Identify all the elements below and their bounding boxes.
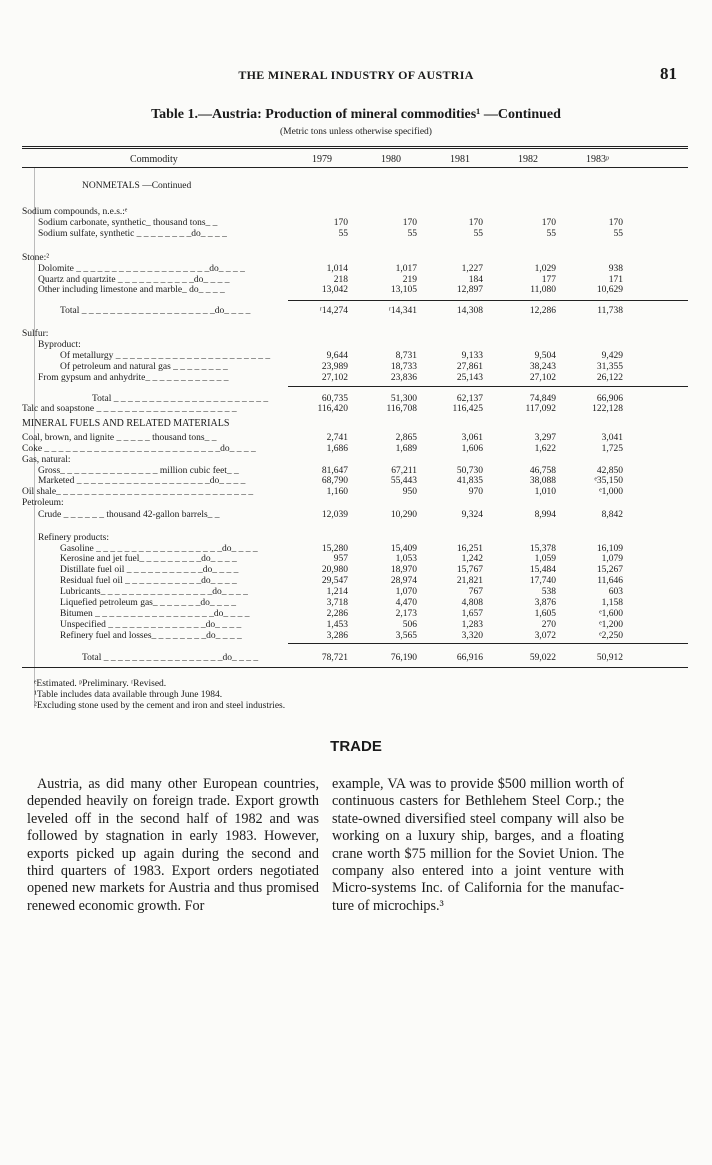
row-value: 938 [608, 264, 623, 274]
row-value: 122,128 [592, 404, 623, 414]
row-value: 16,251 [456, 544, 483, 554]
table-row [0, 576, 712, 587]
row-value: 218 [333, 275, 348, 285]
row-value: 12,897 [456, 285, 483, 295]
row-value: ʳ14,341 [388, 306, 417, 316]
row-label: Total _ _ _ _ _ _ _ _ _ _ _ _ _ _ _ _ _ _ _do_ _ _ _ [60, 306, 251, 316]
row-value: 31,355 [596, 362, 623, 372]
row-value: ᵉ1,000 [599, 487, 623, 497]
row-value: 15,767 [456, 565, 483, 575]
row-label: Refinery products: [38, 533, 109, 543]
row-value: 1,070 [395, 587, 417, 597]
row-value: 51,300 [390, 394, 417, 404]
table-row [0, 418, 712, 429]
table-row [0, 455, 712, 466]
row-value: 1,242 [461, 554, 483, 564]
row-value: 12,039 [321, 510, 348, 520]
table-top-rule-2 [22, 148, 688, 149]
row-value: 170 [541, 218, 556, 228]
row-value: 13,105 [390, 285, 417, 295]
row-value: 81,647 [321, 466, 348, 476]
row-label: Lubricants_ _ _ _ _ _ _ _ _ _ _ _ _ _ _ _do_ _ _ _ [60, 587, 248, 597]
table-row [0, 620, 712, 631]
row-value: 219 [402, 275, 417, 285]
row-value: 23,836 [390, 373, 417, 383]
footnote-1: ¹Table includes data available through June 1984. [34, 690, 223, 700]
row-value: 50,912 [596, 653, 623, 663]
row-value: 3,320 [461, 631, 483, 641]
row-value: 55 [546, 229, 556, 239]
row-label: Quartz and quartzite _ _ _ _ _ _ _ _ _ _ _do_ _ _ _ [38, 275, 230, 285]
row-label: Stone:² [22, 253, 50, 263]
row-label: Petroleum: [22, 498, 64, 508]
row-value: 18,970 [390, 565, 417, 575]
header-1983: 1983ᵖ [586, 154, 610, 165]
row-value: 2,173 [395, 609, 417, 619]
row-value: 55 [338, 229, 348, 239]
row-value: 9,504 [534, 351, 556, 361]
table-row [0, 404, 712, 415]
row-value: 1,053 [395, 554, 417, 564]
row-value: 8,842 [601, 510, 623, 520]
row-label: NONMETALS —Continued [82, 181, 192, 191]
row-value: 26,122 [596, 373, 623, 383]
row-value: 1,689 [395, 444, 417, 454]
row-value: ᵉ2,250 [599, 631, 623, 641]
table-row [0, 229, 712, 240]
row-value: 27,102 [529, 373, 556, 383]
table-title: Table 1.—Austria: Production of mineral commodities¹ —Continued [151, 107, 561, 122]
row-value: 28,974 [390, 576, 417, 586]
row-value: 1,010 [534, 487, 556, 497]
row-value: 270 [541, 620, 556, 630]
table-row [0, 362, 712, 373]
row-value: 9,324 [461, 510, 483, 520]
table-row [0, 498, 712, 509]
row-value: 116,425 [452, 404, 483, 414]
row-value: 55 [473, 229, 483, 239]
row-value: 1,014 [326, 264, 348, 274]
row-label: Sodium compounds, n.e.s.:ᵉ [22, 207, 128, 217]
row-value: 23,989 [321, 362, 348, 372]
trade-left-text: Austria, as did many other European countries, depended heavily on foreign trade. Export growth leveled off in the second half of 1982 and was followed by stagnation in early 1983. However, exports picked up again during the second and third quarters of 1983. Export orders negotiated opened new markets for Austria and thus promised renewed economic growth. For [27, 776, 319, 914]
table-row [0, 510, 712, 521]
row-value: 18,733 [390, 362, 417, 372]
row-value: 16,109 [596, 544, 623, 554]
row-label: Distillate fuel oil _ _ _ _ _ _ _ _ _ _ _do_ _ _ _ [60, 565, 239, 575]
row-value: 1,622 [534, 444, 556, 454]
row-value: 66,906 [596, 394, 623, 404]
row-label: Sodium sulfate, synthetic _ _ _ _ _ _ _ _do_ _ _ _ [38, 229, 227, 239]
row-value: 62,137 [456, 394, 483, 404]
row-label: Oil shale_ _ _ _ _ _ _ _ _ _ _ _ _ _ _ _ _ _ _ _ _ _ _ _ _ _ _ _ [22, 487, 254, 497]
table-row [0, 253, 712, 264]
row-value: 25,143 [456, 373, 483, 383]
row-value: 184 [468, 275, 483, 285]
row-value: 1,059 [534, 554, 556, 564]
row-value: 1,158 [601, 598, 623, 608]
row-label: Of petroleum and natural gas _ _ _ _ _ _ _ _ [60, 362, 228, 372]
row-value: 4,808 [461, 598, 483, 608]
row-value: 11,738 [597, 306, 623, 316]
row-label: Coke _ _ _ _ _ _ _ _ _ _ _ _ _ _ _ _ _ _ _ _ _ _ _ _ _do_ _ _ _ [22, 444, 256, 454]
row-value: 3,072 [534, 631, 556, 641]
page-number: 81 [660, 64, 677, 83]
row-label: Byproduct: [38, 340, 81, 350]
row-value: 506 [402, 620, 417, 630]
running-head: THE MINERAL INDUSTRY OF AUSTRIA [238, 68, 474, 82]
row-label: Liquefied petroleum gas_ _ _ _ _ _ _do_ _ _ _ [60, 598, 236, 608]
row-value: 117,092 [525, 404, 556, 414]
row-value: 538 [541, 587, 556, 597]
row-value: 9,644 [326, 351, 348, 361]
row-value: 68,790 [321, 476, 348, 486]
row-label: Of metallurgy _ _ _ _ _ _ _ _ _ _ _ _ _ _ _ _ _ _ _ _ _ _ [60, 351, 271, 361]
row-value: 1,657 [461, 609, 483, 619]
row-value: 38,088 [529, 476, 556, 486]
row-value: 66,916 [456, 653, 483, 663]
row-value: 27,102 [321, 373, 348, 383]
row-label: Marketed _ _ _ _ _ _ _ _ _ _ _ _ _ _ _ _ _ _ _do_ _ _ _ [38, 476, 246, 486]
row-value: 2,741 [326, 433, 348, 443]
row-value: 11,080 [530, 285, 556, 295]
table-row [0, 340, 712, 351]
row-value: 21,821 [456, 576, 483, 586]
row-value: 41,835 [456, 476, 483, 486]
row-label: Sulfur: [22, 329, 49, 339]
row-value: 29,547 [321, 576, 348, 586]
row-value: 55 [613, 229, 623, 239]
row-value: 60,735 [321, 394, 348, 404]
row-label: Dolomite _ _ _ _ _ _ _ _ _ _ _ _ _ _ _ _ _ _ _do_ _ _ _ [38, 264, 245, 274]
row-value: 76,190 [390, 653, 417, 663]
row-value: 3,297 [534, 433, 556, 443]
row-value: 1,017 [395, 264, 417, 274]
row-value: 11,646 [597, 576, 623, 586]
row-label: Sodium carbonate, synthetic_ thousand tons_ _ [38, 218, 218, 228]
row-label: Coal, brown, and lignite _ _ _ _ _ thousand tons_ _ [22, 433, 217, 443]
row-value: 14,308 [456, 306, 483, 316]
row-value: 3,876 [534, 598, 556, 608]
row-value: 3,286 [326, 631, 348, 641]
row-value: 603 [608, 587, 623, 597]
row-value: 50,730 [456, 466, 483, 476]
table-row [0, 329, 712, 340]
row-label: Talc and soapstone _ _ _ _ _ _ _ _ _ _ _ _ _ _ _ _ _ _ _ _ [22, 404, 237, 414]
row-label: Bitumen _ _ _ _ _ _ _ _ _ _ _ _ _ _ _ _ _do_ _ _ _ [60, 609, 250, 619]
table-row [0, 476, 712, 487]
row-value: 116,708 [386, 404, 417, 414]
row-label: Residual fuel oil _ _ _ _ _ _ _ _ _ _ _do_ _ _ _ [60, 576, 237, 586]
row-value: 15,409 [390, 544, 417, 554]
row-value: 3,565 [395, 631, 417, 641]
row-value: 170 [608, 218, 623, 228]
table-row [0, 444, 712, 455]
row-value: 55,443 [390, 476, 417, 486]
row-label: Crude _ _ _ _ _ _ thousand 42-gallon barrels_ _ [38, 510, 220, 520]
row-value: ᵉ35,150 [594, 476, 623, 486]
row-value: 1,605 [534, 609, 556, 619]
row-value: 74,849 [529, 394, 556, 404]
row-value: 3,718 [326, 598, 348, 608]
row-value: 13,042 [321, 285, 348, 295]
table-bottom-rule [22, 667, 688, 668]
row-value: 767 [468, 587, 483, 597]
row-value: 1,606 [461, 444, 483, 454]
table-row [0, 207, 712, 218]
row-value: 171 [608, 275, 623, 285]
row-value: ᵉ1,200 [599, 620, 623, 630]
row-value: 170 [402, 218, 417, 228]
row-value: 116,420 [317, 404, 348, 414]
row-value: 3,041 [601, 433, 623, 443]
row-value: 1,160 [326, 487, 348, 497]
trade-left-column [27, 776, 319, 915]
row-value: 1,227 [461, 264, 483, 274]
header-commodity: Commodity [130, 154, 178, 165]
row-label: Kerosine and jet fuel_ _ _ _ _ _ _ _ _do_ _ _ _ [60, 554, 237, 564]
table-row [0, 373, 712, 384]
row-value: 15,378 [529, 544, 556, 554]
header-bottom-rule [22, 167, 688, 168]
table-row [0, 306, 712, 317]
row-value: 9,429 [601, 351, 623, 361]
row-value: ʳ14,274 [319, 306, 348, 316]
row-value: 10,290 [390, 510, 417, 520]
refinery-total-rule [288, 643, 688, 644]
row-label: Refinery fuel and losses_ _ _ _ _ _ _ _do_ _ _ _ [60, 631, 242, 641]
footnote-2: ²Excluding stone used by the cement and iron and steel industries. [34, 701, 286, 711]
row-value: 8,994 [534, 510, 556, 520]
row-value: 1,283 [461, 620, 483, 630]
table-row [0, 587, 712, 598]
row-label: Gross_ _ _ _ _ _ _ _ _ _ _ _ _ _ million cubic feet_ _ [38, 466, 239, 476]
row-value: 1,214 [326, 587, 348, 597]
row-value: 1,029 [534, 264, 556, 274]
table-row [0, 218, 712, 229]
row-value: 15,484 [529, 565, 556, 575]
row-value: ᵉ1,600 [599, 609, 623, 619]
row-label: Total _ _ _ _ _ _ _ _ _ _ _ _ _ _ _ _ _do_ _ _ _ [82, 653, 259, 663]
row-value: 38,243 [529, 362, 556, 372]
row-label: From gypsum and anhydrite_ _ _ _ _ _ _ _ _ _ _ _ [38, 373, 229, 383]
row-value: 3,061 [461, 433, 483, 443]
table-row [0, 533, 712, 544]
table-row [0, 487, 712, 498]
row-label: MINERAL FUELS AND RELATED MATERIALS [22, 418, 230, 429]
row-value: 9,133 [461, 351, 483, 361]
table-top-rule [22, 146, 688, 147]
row-value: 970 [468, 487, 483, 497]
row-value: 42,850 [596, 466, 623, 476]
row-value: 4,470 [395, 598, 417, 608]
table-row [0, 264, 712, 275]
row-value: 27,861 [456, 362, 483, 372]
table-row [0, 285, 712, 296]
sulfur-total-rule [288, 386, 688, 387]
header-1981: 1981 [450, 154, 470, 165]
table-row [0, 609, 712, 620]
row-value: 67,211 [391, 466, 417, 476]
row-value: 1,686 [326, 444, 348, 454]
row-value: 17,740 [529, 576, 556, 586]
row-label: Total _ _ _ _ _ _ _ _ _ _ _ _ _ _ _ _ _ _ _ _ _ _ [92, 394, 269, 404]
header-1980: 1980 [381, 154, 401, 165]
row-value: 177 [541, 275, 556, 285]
header-1979: 1979 [312, 154, 332, 165]
table-subtitle: (Metric tons unless otherwise specified) [280, 127, 432, 137]
row-value: 950 [402, 487, 417, 497]
row-value: 15,267 [596, 565, 623, 575]
header-1982: 1982 [518, 154, 538, 165]
row-value: 8,731 [395, 351, 417, 361]
row-value: 170 [468, 218, 483, 228]
row-value: 12,286 [529, 306, 556, 316]
row-value: 20,980 [321, 565, 348, 575]
row-label: Gasoline _ _ _ _ _ _ _ _ _ _ _ _ _ _ _ _ _ _do_ _ _ _ [60, 544, 258, 554]
row-value: 1,725 [601, 444, 623, 454]
table-row [0, 565, 712, 576]
table-row [0, 554, 712, 565]
table-row [0, 598, 712, 609]
trade-right-column [332, 776, 624, 915]
table-row [0, 181, 712, 192]
row-label: Other including limestone and marble_ do_ _ _ _ [38, 285, 225, 295]
row-value: 2,865 [395, 433, 417, 443]
table-row [0, 351, 712, 362]
table-row [0, 631, 712, 642]
footnote-abbreviations: ᵉEstimated. ᵖPreliminary. ʳRevised. [34, 679, 167, 689]
row-label: Unspecified _ _ _ _ _ _ _ _ _ _ _ _ _ _do_ _ _ _ [60, 620, 242, 630]
row-label: Gas, natural: [22, 455, 71, 465]
row-value: 170 [333, 218, 348, 228]
row-value: 1,453 [326, 620, 348, 630]
row-value: 55 [407, 229, 417, 239]
trade-right-text: example, VA was to provide $500 million worth of continuous casters for Bethlehem Steel Corp.; the state-owned diversified steel company will also be working on a luxury ship, barges, and a floating crane worth $75 million for the Soviet Union. The company also entered into a joint venture with Micro-systems Inc. of California for the manufac-ture of microchips.³ [332, 776, 624, 914]
row-value: 59,022 [529, 653, 556, 663]
row-value: 957 [333, 554, 348, 564]
row-value: 1,079 [601, 554, 623, 564]
table-row [0, 433, 712, 444]
stone-total-rule [288, 300, 688, 301]
table-row [0, 653, 712, 664]
row-value: 10,629 [596, 285, 623, 295]
row-value: 46,758 [529, 466, 556, 476]
row-value: 78,721 [321, 653, 348, 663]
row-value: 15,280 [321, 544, 348, 554]
trade-heading: TRADE [330, 738, 382, 755]
row-value: 2,286 [326, 609, 348, 619]
